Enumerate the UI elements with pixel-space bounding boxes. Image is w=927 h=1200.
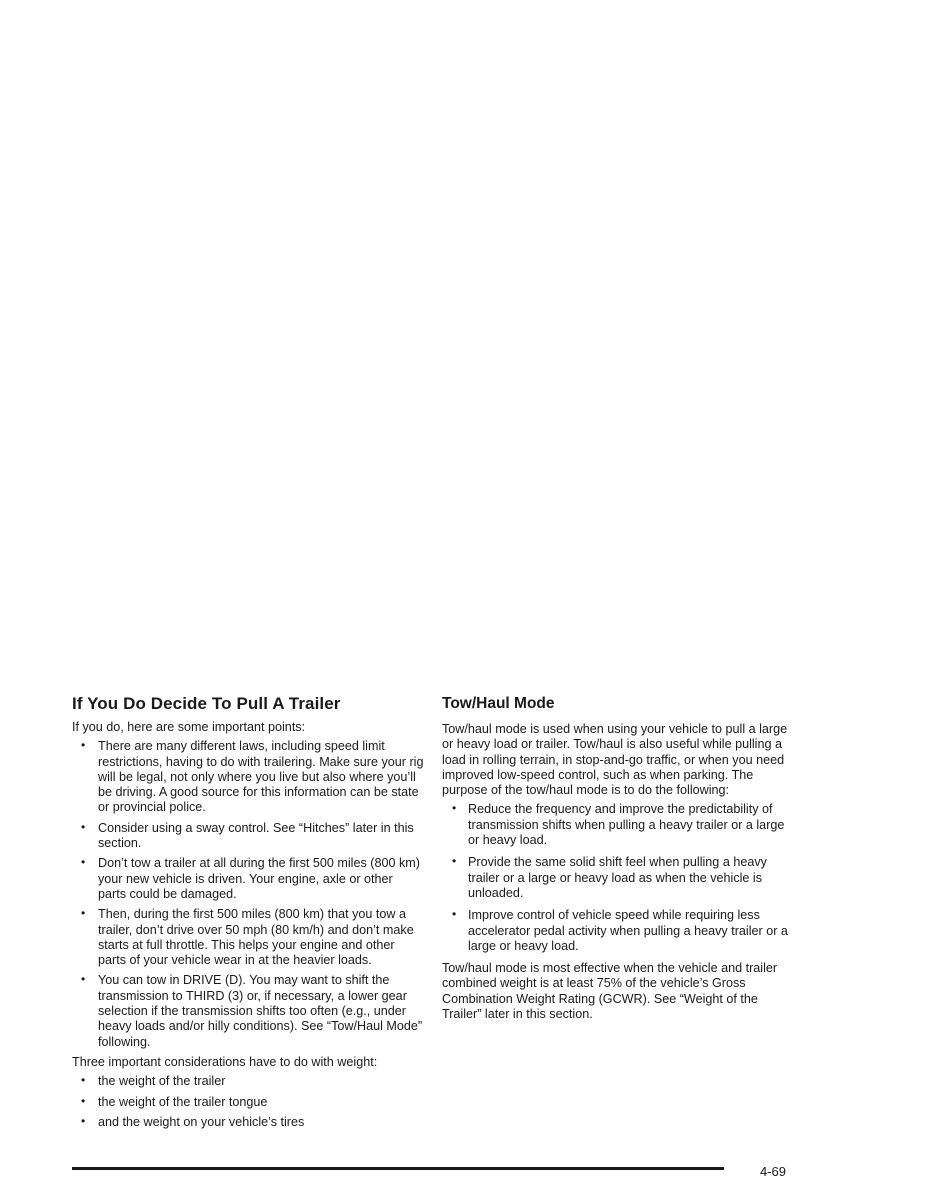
bullet-icon: • xyxy=(81,738,86,753)
list-item xyxy=(442,802,798,848)
left-column xyxy=(72,694,424,1135)
list-item xyxy=(72,739,424,815)
bullet-icon: • xyxy=(452,907,457,922)
list-item-text: Then, during the first 500 miles (800 km) that you tow a trailer, don’t drive over 50 mph (80 km/h) and don’t make starts at full throttle. This helps your engine and other parts of your vehicle wear in at the heavier loads. xyxy=(98,907,414,968)
bullet-icon: • xyxy=(81,1073,86,1088)
tow-haul-closing-paragraph: Tow/haul mode is most effective when the vehicle and trailer combined weight is at least 75% of the vehicle’s Gross Combination Weight Rating (GCWR). See “Weight of the Trailer” later in this section. xyxy=(442,961,778,1022)
list-item xyxy=(72,821,424,852)
section-title-pull-trailer: If You Do Decide To Pull A Trailer xyxy=(72,694,341,713)
intro-paragraph: If you do, here are some important points: xyxy=(72,720,306,734)
bullet-icon: • xyxy=(81,819,86,834)
bullet-icon: • xyxy=(452,801,457,816)
footer-divider xyxy=(72,1167,724,1170)
list-item-text: the weight of the trailer xyxy=(98,1074,226,1089)
bullet-icon: • xyxy=(452,854,457,869)
list-item xyxy=(72,907,424,968)
section-title-tow-haul: Tow/Haul Mode xyxy=(442,695,555,712)
weight-intro-paragraph: Three important considerations have to do with weight: xyxy=(72,1054,378,1069)
bullet-icon: • xyxy=(81,855,86,870)
bullet-icon: • xyxy=(81,906,86,921)
list-item xyxy=(72,1074,424,1089)
list-item-text: Don’t tow a trailer at all during the first 500 miles (800 km) your new vehicle is driven. Your engine, axle or other parts could be damaged. xyxy=(98,856,420,901)
list-item-text: Improve control of vehicle speed while requiring less accelerator pedal activity when pulling a heavy trailer or a large or heavy load. xyxy=(468,908,788,953)
tow-haul-intro-paragraph: Tow/haul mode is used when using your vehicle to pull a large or heavy load or trailer. Tow/haul is also useful while pulling a load in rolling terrain, in stop-and-go traffic, or when you need improved low-speed control, such as when parking. The purpose of the tow/haul mode is to do the following: xyxy=(442,722,788,798)
bullet-icon: • xyxy=(81,972,86,987)
trailer-points-list xyxy=(72,739,424,1050)
list-item-text: Provide the same solid shift feel when pulling a heavy trailer or a large or heavy load as when the vehicle is unloaded. xyxy=(468,855,767,900)
list-item-text: and the weight on your vehicle’s tires xyxy=(98,1114,305,1129)
list-item-text: There are many different laws, including speed limit restrictions, having to do with trailering. Make sure your rig will be legal, not only where you live but also where you’ll be driving. A good source for this information can be state or provincial police. xyxy=(98,739,424,815)
weight-considerations-list xyxy=(72,1074,424,1130)
bullet-icon: • xyxy=(81,1113,86,1128)
list-item xyxy=(72,973,424,1049)
list-item-text: the weight of the trailer tongue xyxy=(98,1094,268,1109)
list-item xyxy=(442,908,798,954)
tow-haul-purpose-list xyxy=(442,802,798,954)
right-column xyxy=(442,694,798,1026)
list-item xyxy=(442,855,798,901)
list-item xyxy=(72,1115,424,1130)
bullet-icon: • xyxy=(81,1093,86,1108)
page-number: 4-69 xyxy=(760,1164,787,1179)
list-item-text: You can tow in DRIVE (D). You may want to shift the transmission to THIRD (3) or, if necessary, a lower gear selection if the transmission shifts too often (e.g., under heavy loads and/or hilly conditions). See “Tow/Haul Mode” following. xyxy=(98,973,423,1049)
list-item-text: Consider using a sway control. See “Hitches” later in this section. xyxy=(98,820,414,851)
list-item xyxy=(72,1095,424,1110)
list-item-text: Reduce the frequency and improve the predictability of transmission shifts when pulling a heavy trailer or a large or heavy load. xyxy=(468,802,785,848)
list-item xyxy=(72,856,424,902)
